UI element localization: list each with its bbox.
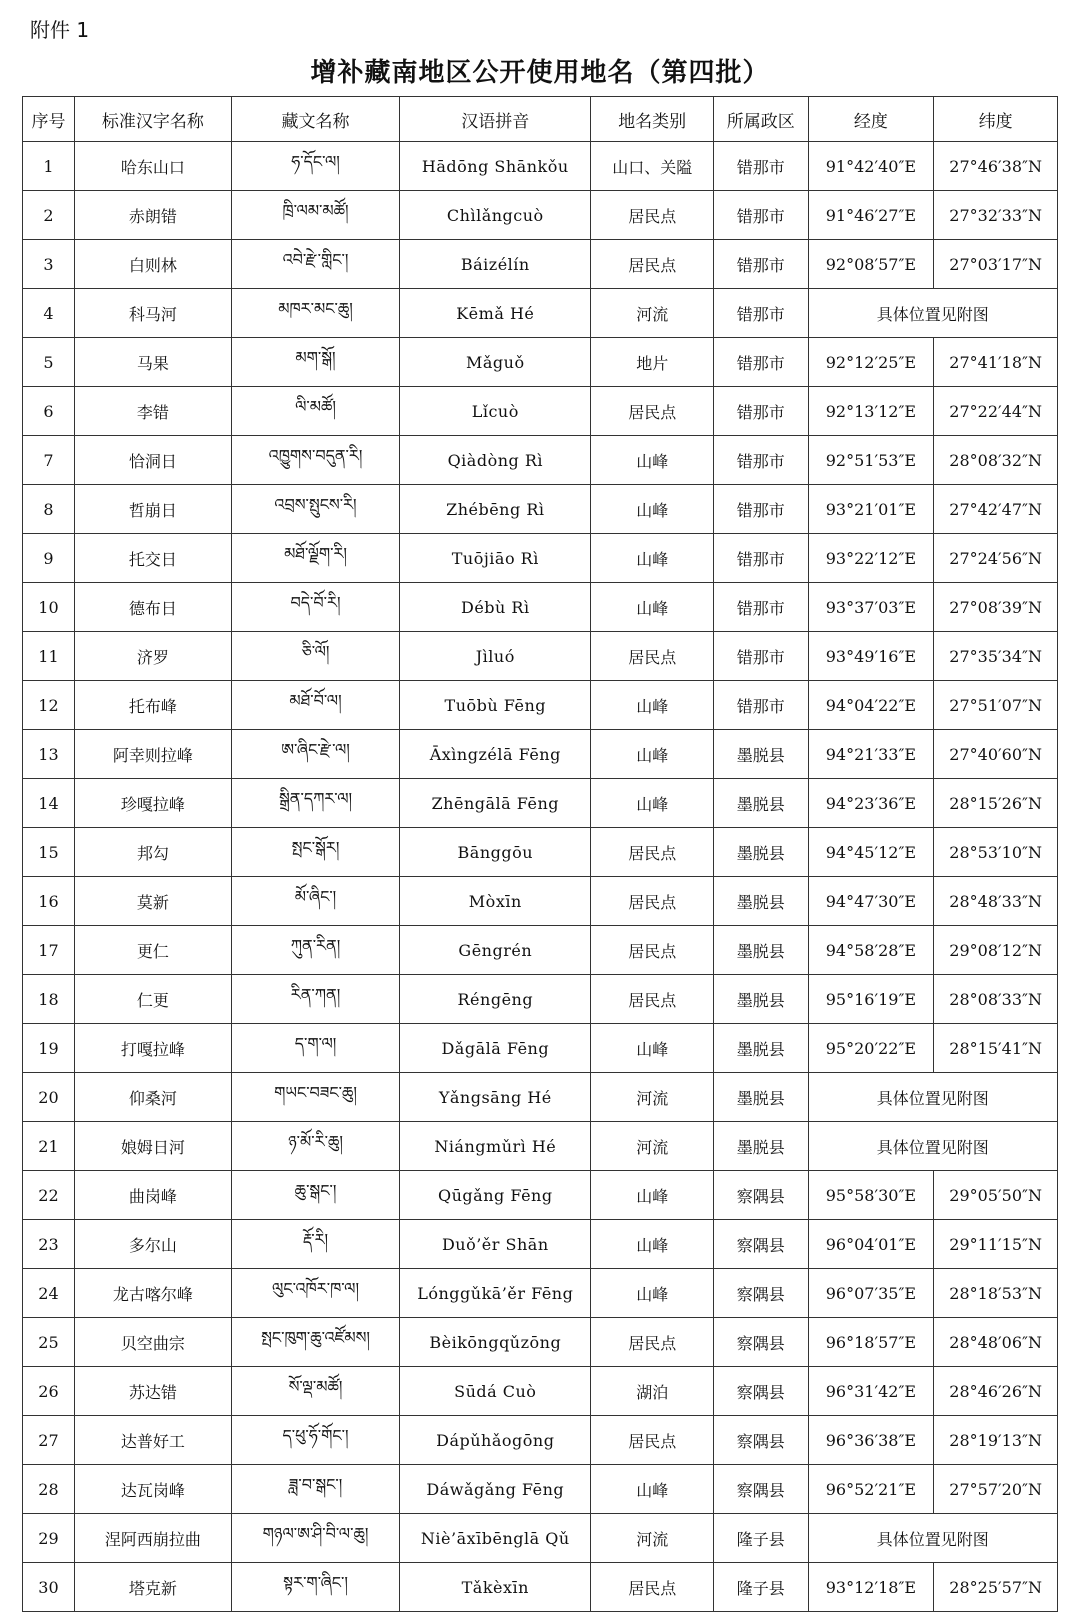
- cell-place-category: 山口、关隘: [591, 142, 714, 191]
- table-row: [23, 632, 1058, 681]
- cell-tibetan-name: མག་སྒོ།: [231, 338, 399, 387]
- cell-tibetan-name: ཅི་ལོ།: [231, 632, 399, 681]
- table-row: [23, 1514, 1058, 1563]
- cell-longitude: 94°45′12″E: [808, 828, 934, 877]
- cell-location-note: 具体位置见附图: [808, 1122, 1057, 1171]
- cell-place-category: 山峰: [591, 1465, 714, 1514]
- header-pinyin: 汉语拼音: [400, 97, 591, 142]
- cell-latitude: 29°11′15″N: [934, 1220, 1058, 1269]
- table-row: [23, 338, 1058, 387]
- cell-serial-number: 24: [23, 1269, 75, 1318]
- cell-chinese-name: 科马河: [74, 289, 231, 338]
- cell-latitude: 27°03′17″N: [934, 240, 1058, 289]
- cell-place-category: 居民点: [591, 1563, 714, 1612]
- cell-tibetan-name: ཀུན་རིན།: [231, 926, 399, 975]
- cell-chinese-name: 托布峰: [74, 681, 231, 730]
- cell-pinyin: Tǎkèxīn: [400, 1563, 591, 1612]
- cell-place-category: 山峰: [591, 436, 714, 485]
- cell-serial-number: 19: [23, 1024, 75, 1073]
- cell-chinese-name: 多尔山: [74, 1220, 231, 1269]
- cell-tibetan-name: ད་ཕུ་ཧོ་གོང་།: [231, 1416, 399, 1465]
- cell-pinyin: Tuōbù Fēng: [400, 681, 591, 730]
- table-row: [23, 240, 1058, 289]
- cell-longitude: 93°37′03″E: [808, 583, 934, 632]
- cell-longitude: 94°04′22″E: [808, 681, 934, 730]
- cell-pinyin: Réngēng: [400, 975, 591, 1024]
- cell-tibetan-name: སྟར་ག་ཞིང་།: [231, 1563, 399, 1612]
- cell-chinese-name: 李错: [74, 387, 231, 436]
- cell-latitude: 28°15′26″N: [934, 779, 1058, 828]
- cell-latitude: 27°32′33″N: [934, 191, 1058, 240]
- cell-serial-number: 4: [23, 289, 75, 338]
- cell-tibetan-name: སྤང་ཁུག་ཆུ་འཛོམས།: [231, 1318, 399, 1367]
- cell-pinyin: Chìlǎngcuò: [400, 191, 591, 240]
- cell-pinyin: Āxìngzélā Fēng: [400, 730, 591, 779]
- cell-tibetan-name: གཡང་བཟང་ཆུ།: [231, 1073, 399, 1122]
- cell-serial-number: 15: [23, 828, 75, 877]
- cell-place-category: 居民点: [591, 387, 714, 436]
- cell-administrative-region: 错那市: [714, 583, 809, 632]
- cell-chinese-name: 龙古喀尔峰: [74, 1269, 231, 1318]
- cell-longitude: 95°16′19″E: [808, 975, 934, 1024]
- cell-place-category: 山峰: [591, 485, 714, 534]
- cell-administrative-region: 察隅县: [714, 1220, 809, 1269]
- cell-tibetan-name: སྤང་སྒོར།: [231, 828, 399, 877]
- table-row: [23, 926, 1058, 975]
- cell-latitude: 27°46′38″N: [934, 142, 1058, 191]
- cell-pinyin: Mòxīn: [400, 877, 591, 926]
- cell-serial-number: 30: [23, 1563, 75, 1612]
- cell-administrative-region: 察隅县: [714, 1269, 809, 1318]
- table-row: [23, 828, 1058, 877]
- cell-tibetan-name: མཐོ་ལྗོག་རི།: [231, 534, 399, 583]
- table-row: [23, 1563, 1058, 1612]
- cell-serial-number: 27: [23, 1416, 75, 1465]
- cell-chinese-name: 塔克新: [74, 1563, 231, 1612]
- cell-latitude: 28°53′10″N: [934, 828, 1058, 877]
- cell-pinyin: Duǒ’ěr Shān: [400, 1220, 591, 1269]
- cell-serial-number: 5: [23, 338, 75, 387]
- document-title: 增补藏南地区公开使用地名（第四批）: [310, 58, 770, 88]
- cell-chinese-name: 珍嘎拉峰: [74, 779, 231, 828]
- cell-longitude: 93°22′12″E: [808, 534, 934, 583]
- cell-latitude: 27°08′39″N: [934, 583, 1058, 632]
- header-longitude: 经度: [808, 97, 934, 142]
- table-row: [23, 583, 1058, 632]
- cell-serial-number: 3: [23, 240, 75, 289]
- cell-administrative-region: 错那市: [714, 240, 809, 289]
- cell-latitude: 27°24′56″N: [934, 534, 1058, 583]
- cell-place-category: 山峰: [591, 1024, 714, 1073]
- cell-latitude: 28°15′41″N: [934, 1024, 1058, 1073]
- cell-place-category: 山峰: [591, 534, 714, 583]
- cell-location-note: 具体位置见附图: [808, 1514, 1057, 1563]
- cell-serial-number: 11: [23, 632, 75, 681]
- cell-pinyin: Sūdá Cuò: [400, 1367, 591, 1416]
- cell-longitude: 93°12′18″E: [808, 1563, 934, 1612]
- table-row: [23, 975, 1058, 1024]
- cell-administrative-region: 错那市: [714, 191, 809, 240]
- cell-tibetan-name: ཆུ་སྒང་།: [231, 1171, 399, 1220]
- cell-administrative-region: 察隅县: [714, 1318, 809, 1367]
- cell-chinese-name: 达瓦岗峰: [74, 1465, 231, 1514]
- cell-tibetan-name: མཁར་མང་ཆུ།: [231, 289, 399, 338]
- cell-longitude: 92°08′57″E: [808, 240, 934, 289]
- cell-place-category: 居民点: [591, 632, 714, 681]
- cell-pinyin: Tuōjiāo Rì: [400, 534, 591, 583]
- cell-serial-number: 20: [23, 1073, 75, 1122]
- cell-pinyin: Dápǔhǎogōng: [400, 1416, 591, 1465]
- table-row: [23, 1367, 1058, 1416]
- cell-place-category: 居民点: [591, 828, 714, 877]
- cell-serial-number: 22: [23, 1171, 75, 1220]
- cell-longitude: 94°47′30″E: [808, 877, 934, 926]
- cell-administrative-region: 错那市: [714, 289, 809, 338]
- cell-administrative-region: 墨脱县: [714, 1024, 809, 1073]
- cell-serial-number: 23: [23, 1220, 75, 1269]
- cell-administrative-region: 错那市: [714, 534, 809, 583]
- cell-pinyin: Mǎguǒ: [400, 338, 591, 387]
- cell-longitude: 95°20′22″E: [808, 1024, 934, 1073]
- cell-place-category: 居民点: [591, 191, 714, 240]
- cell-tibetan-name: ལུང་འཁོར་ཁ་ལ།: [231, 1269, 399, 1318]
- cell-chinese-name: 娘姆日河: [74, 1122, 231, 1171]
- cell-place-category: 河流: [591, 289, 714, 338]
- cell-administrative-region: 错那市: [714, 436, 809, 485]
- cell-administrative-region: 墨脱县: [714, 926, 809, 975]
- cell-longitude: 92°51′53″E: [808, 436, 934, 485]
- cell-place-category: 山峰: [591, 1171, 714, 1220]
- cell-longitude: 95°58′30″E: [808, 1171, 934, 1220]
- cell-administrative-region: 察隅县: [714, 1416, 809, 1465]
- cell-place-category: 居民点: [591, 877, 714, 926]
- cell-serial-number: 9: [23, 534, 75, 583]
- table-row: [23, 779, 1058, 828]
- cell-tibetan-name: ཧ་དོང་ལ།: [231, 142, 399, 191]
- table-row: [23, 534, 1058, 583]
- cell-tibetan-name: འབེ་རྫེ་གླིང་།: [231, 240, 399, 289]
- cell-pinyin: Qūgǎng Fēng: [400, 1171, 591, 1220]
- table-row: [23, 1269, 1058, 1318]
- cell-place-category: 居民点: [591, 1416, 714, 1465]
- cell-latitude: 27°35′34″N: [934, 632, 1058, 681]
- cell-chinese-name: 贝空曲宗: [74, 1318, 231, 1367]
- cell-longitude: 96°07′35″E: [808, 1269, 934, 1318]
- cell-place-category: 居民点: [591, 926, 714, 975]
- cell-pinyin: Dǎgālā Fēng: [400, 1024, 591, 1073]
- cell-longitude: 96°04′01″E: [808, 1220, 934, 1269]
- cell-latitude: 28°48′33″N: [934, 877, 1058, 926]
- table-row: [23, 436, 1058, 485]
- cell-longitude: 93°49′16″E: [808, 632, 934, 681]
- cell-tibetan-name: ཁྲི་ལམ་མཚོ།: [231, 191, 399, 240]
- cell-pinyin: Bānggōu: [400, 828, 591, 877]
- cell-longitude: 94°21′33″E: [808, 730, 934, 779]
- cell-latitude: 27°42′47″N: [934, 485, 1058, 534]
- table-row: [23, 877, 1058, 926]
- cell-latitude: 28°25′57″N: [934, 1563, 1058, 1612]
- cell-administrative-region: 墨脱县: [714, 828, 809, 877]
- cell-latitude: 27°41′18″N: [934, 338, 1058, 387]
- cell-serial-number: 28: [23, 1465, 75, 1514]
- cell-serial-number: 14: [23, 779, 75, 828]
- cell-latitude: 27°40′60″N: [934, 730, 1058, 779]
- cell-administrative-region: 察隅县: [714, 1465, 809, 1514]
- table-row: [23, 1220, 1058, 1269]
- table-row: [23, 1122, 1058, 1171]
- cell-serial-number: 10: [23, 583, 75, 632]
- table-row: [23, 142, 1058, 191]
- cell-tibetan-name: རྡོ་རི།: [231, 1220, 399, 1269]
- cell-longitude: 96°18′57″E: [808, 1318, 934, 1367]
- cell-serial-number: 13: [23, 730, 75, 779]
- cell-pinyin: Báizélín: [400, 240, 591, 289]
- cell-longitude: 92°12′25″E: [808, 338, 934, 387]
- cell-serial-number: 25: [23, 1318, 75, 1367]
- cell-location-note: 具体位置见附图: [808, 289, 1057, 338]
- cell-administrative-region: 错那市: [714, 632, 809, 681]
- cell-pinyin: Jìluó: [400, 632, 591, 681]
- cell-place-category: 居民点: [591, 1318, 714, 1367]
- cell-chinese-name: 马果: [74, 338, 231, 387]
- cell-tibetan-name: འབྲས་སྤུངས་རི།: [231, 485, 399, 534]
- cell-administrative-region: 错那市: [714, 338, 809, 387]
- header-serial-number: 序号: [23, 97, 75, 142]
- cell-tibetan-name: ཟླ་བ་སྒང་།: [231, 1465, 399, 1514]
- cell-tibetan-name: འཁྱུགས་བདུན་རི།: [231, 436, 399, 485]
- cell-administrative-region: 墨脱县: [714, 779, 809, 828]
- cell-tibetan-name: བདེ་བོ་རི།: [231, 583, 399, 632]
- cell-pinyin: Niángmǔrì Hé: [400, 1122, 591, 1171]
- cell-tibetan-name: རིན་ཀན།: [231, 975, 399, 1024]
- cell-administrative-region: 错那市: [714, 387, 809, 436]
- table-row: [23, 1318, 1058, 1367]
- cell-administrative-region: 错那市: [714, 142, 809, 191]
- cell-pinyin: Gēngrén: [400, 926, 591, 975]
- cell-serial-number: 21: [23, 1122, 75, 1171]
- cell-pinyin: Débù Rì: [400, 583, 591, 632]
- cell-chinese-name: 莫新: [74, 877, 231, 926]
- cell-latitude: 28°48′06″N: [934, 1318, 1058, 1367]
- cell-longitude: 91°42′40″E: [808, 142, 934, 191]
- table-row: [23, 730, 1058, 779]
- cell-place-category: 河流: [591, 1122, 714, 1171]
- header-place-category: 地名类别: [591, 97, 714, 142]
- cell-latitude: 27°57′20″N: [934, 1465, 1058, 1514]
- table-row: [23, 387, 1058, 436]
- cell-tibetan-name: སོ་ལྡ་མཚོ།: [231, 1367, 399, 1416]
- cell-latitude: 27°51′07″N: [934, 681, 1058, 730]
- cell-serial-number: 6: [23, 387, 75, 436]
- cell-administrative-region: 隆子县: [714, 1514, 809, 1563]
- cell-pinyin: Hādōng Shānkǒu: [400, 142, 591, 191]
- cell-chinese-name: 苏达错: [74, 1367, 231, 1416]
- cell-administrative-region: 墨脱县: [714, 1122, 809, 1171]
- cell-longitude: 92°13′12″E: [808, 387, 934, 436]
- cell-longitude: 94°58′28″E: [808, 926, 934, 975]
- cell-longitude: 96°52′21″E: [808, 1465, 934, 1514]
- cell-serial-number: 7: [23, 436, 75, 485]
- cell-serial-number: 26: [23, 1367, 75, 1416]
- cell-latitude: 29°08′12″N: [934, 926, 1058, 975]
- cell-tibetan-name: སྒྲིན་དཀར་ལ།: [231, 779, 399, 828]
- cell-tibetan-name: མོ་ཞིང་།: [231, 877, 399, 926]
- cell-place-category: 湖泊: [591, 1367, 714, 1416]
- cell-pinyin: Yǎngsāng Hé: [400, 1073, 591, 1122]
- table-body: [23, 142, 1058, 1612]
- cell-serial-number: 8: [23, 485, 75, 534]
- cell-place-category: 山峰: [591, 1269, 714, 1318]
- cell-latitude: 27°22′44″N: [934, 387, 1058, 436]
- cell-latitude: 28°46′26″N: [934, 1367, 1058, 1416]
- header-administrative-region: 所属政区: [714, 97, 809, 142]
- cell-serial-number: 1: [23, 142, 75, 191]
- cell-pinyin: Niè’āxībēnglā Qǔ: [400, 1514, 591, 1563]
- cell-administrative-region: 察隅县: [714, 1171, 809, 1220]
- cell-pinyin: Zhēngālā Fēng: [400, 779, 591, 828]
- cell-place-category: 山峰: [591, 1220, 714, 1269]
- cell-latitude: 28°08′33″N: [934, 975, 1058, 1024]
- table-row: [23, 1171, 1058, 1220]
- cell-tibetan-name: ད་ག་ལ།: [231, 1024, 399, 1073]
- cell-pinyin: Dáwǎgǎng Fēng: [400, 1465, 591, 1514]
- table-row: [23, 289, 1058, 338]
- cell-tibetan-name: མཐོ་བོ་ལ།: [231, 681, 399, 730]
- cell-administrative-region: 察隅县: [714, 1367, 809, 1416]
- place-names-table: [22, 96, 1058, 1612]
- cell-tibetan-name: ཨ་ཞིང་རྫེ་ལ།: [231, 730, 399, 779]
- cell-tibetan-name: ཉ་མོ་རི་ཆུ།: [231, 1122, 399, 1171]
- cell-place-category: 地片: [591, 338, 714, 387]
- cell-chinese-name: 哲崩日: [74, 485, 231, 534]
- cell-longitude: 94°23′36″E: [808, 779, 934, 828]
- cell-chinese-name: 仁更: [74, 975, 231, 1024]
- table-row: [23, 1073, 1058, 1122]
- cell-chinese-name: 更仁: [74, 926, 231, 975]
- cell-chinese-name: 阿幸则拉峰: [74, 730, 231, 779]
- header-latitude: 纬度: [934, 97, 1058, 142]
- cell-pinyin: Qiàdòng Rì: [400, 436, 591, 485]
- header-standard-chinese-name: 标准汉字名称: [74, 97, 231, 142]
- cell-serial-number: 17: [23, 926, 75, 975]
- cell-pinyin: Zhébēng Rì: [400, 485, 591, 534]
- cell-tibetan-name: གཉལ་ཨ་ཤི་བི་ལ་ཆུ།: [231, 1514, 399, 1563]
- cell-administrative-region: 隆子县: [714, 1563, 809, 1612]
- cell-location-note: 具体位置见附图: [808, 1073, 1057, 1122]
- table-row: [23, 681, 1058, 730]
- cell-pinyin: Bèikōngqǔzōng: [400, 1318, 591, 1367]
- cell-serial-number: 2: [23, 191, 75, 240]
- cell-chinese-name: 仰桑河: [74, 1073, 231, 1122]
- cell-chinese-name: 济罗: [74, 632, 231, 681]
- cell-longitude: 96°36′38″E: [808, 1416, 934, 1465]
- cell-latitude: 29°05′50″N: [934, 1171, 1058, 1220]
- cell-chinese-name: 托交日: [74, 534, 231, 583]
- cell-serial-number: 18: [23, 975, 75, 1024]
- cell-chinese-name: 恰洞日: [74, 436, 231, 485]
- cell-latitude: 28°19′13″N: [934, 1416, 1058, 1465]
- cell-administrative-region: 错那市: [714, 485, 809, 534]
- cell-chinese-name: 白则林: [74, 240, 231, 289]
- cell-chinese-name: 哈东山口: [74, 142, 231, 191]
- cell-chinese-name: 邦勾: [74, 828, 231, 877]
- cell-latitude: 28°08′32″N: [934, 436, 1058, 485]
- table-row: [23, 485, 1058, 534]
- cell-chinese-name: 赤朗错: [74, 191, 231, 240]
- table-row: [23, 191, 1058, 240]
- cell-latitude: 28°18′53″N: [934, 1269, 1058, 1318]
- cell-administrative-region: 墨脱县: [714, 1073, 809, 1122]
- table-row: [23, 1465, 1058, 1514]
- cell-place-category: 河流: [591, 1073, 714, 1122]
- cell-serial-number: 29: [23, 1514, 75, 1563]
- cell-chinese-name: 曲岗峰: [74, 1171, 231, 1220]
- cell-place-category: 山峰: [591, 583, 714, 632]
- cell-tibetan-name: ལི་མཚོ།: [231, 387, 399, 436]
- cell-pinyin: Lónggǔkā’ěr Fēng: [400, 1269, 591, 1318]
- cell-administrative-region: 错那市: [714, 681, 809, 730]
- cell-pinyin: Lǐcuò: [400, 387, 591, 436]
- cell-chinese-name: 打嘎拉峰: [74, 1024, 231, 1073]
- cell-longitude: 91°46′27″E: [808, 191, 934, 240]
- cell-place-category: 居民点: [591, 240, 714, 289]
- cell-chinese-name: 达普好工: [74, 1416, 231, 1465]
- table-row: [23, 1024, 1058, 1073]
- cell-pinyin: Kēmǎ Hé: [400, 289, 591, 338]
- cell-chinese-name: 涅阿西崩拉曲: [74, 1514, 231, 1563]
- cell-serial-number: 16: [23, 877, 75, 926]
- table-row: [23, 1416, 1058, 1465]
- cell-administrative-region: 墨脱县: [714, 975, 809, 1024]
- cell-place-category: 山峰: [591, 730, 714, 779]
- cell-administrative-region: 墨脱县: [714, 730, 809, 779]
- cell-chinese-name: 德布日: [74, 583, 231, 632]
- cell-longitude: 96°31′42″E: [808, 1367, 934, 1416]
- table-header-row: [23, 97, 1058, 142]
- cell-place-category: 山峰: [591, 779, 714, 828]
- attachment-label: 附件 1: [30, 18, 90, 42]
- cell-place-category: 山峰: [591, 681, 714, 730]
- cell-longitude: 93°21′01″E: [808, 485, 934, 534]
- cell-place-category: 河流: [591, 1514, 714, 1563]
- cell-serial-number: 12: [23, 681, 75, 730]
- header-tibetan-name: 藏文名称: [231, 97, 399, 142]
- cell-place-category: 居民点: [591, 975, 714, 1024]
- cell-administrative-region: 墨脱县: [714, 877, 809, 926]
